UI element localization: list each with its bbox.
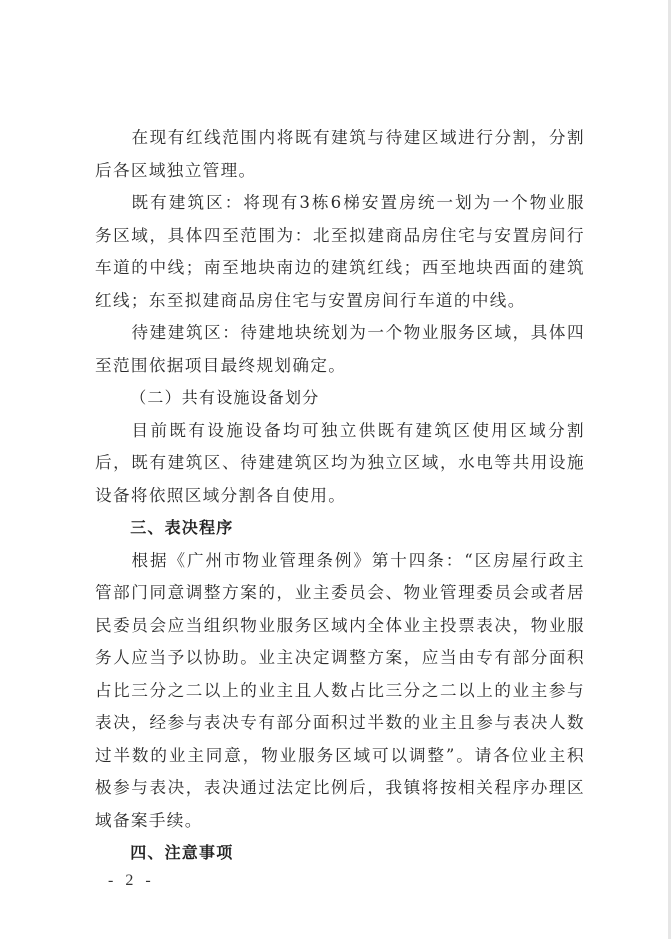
- page-number: - 2 -: [108, 872, 155, 889]
- paragraph-division: 在现有红线范围内将既有建筑与待建区域进行分割，分割后各区域独立管理。: [95, 128, 585, 180]
- heading-voting-procedure: 三、表决程序: [130, 518, 234, 537]
- paragraph-shared-facilities: 目前既有设施设备均可独立供既有建筑区使用区域分割后，既有建筑区、待建建筑区均为独立区域，水电等共用设施设备将依照区域分割各自使用。: [95, 420, 585, 505]
- document-page: [95, 122, 585, 870]
- paragraph-pending-building-zone: 待建建筑区：待建地块统划为一个物业服务区域，具体四至范围依据项目最终规划确定。: [95, 323, 585, 375]
- paragraph-voting-procedure: 根据《广州市物业管理条例》第十四条：“区房屋行政主管部门同意调整方案的，业主委员会、物业管理委员会或者居民委员会应当组织物业服务区域内全体业主投票表决，物业服务人应当予以协助。业主决定调整方案，应当由专有部分面积占比三分之二以上的业主且人数占比三分之二以上的业主参与表决，经参与表决专有部分面积过半数的业主且参与表决人数过半数的业主同意，物业服务区域可以调整”。请各位业主积极参与表决，表决通过法定比例后，我镇将按相关程序办理区域备案手续。: [95, 550, 585, 830]
- subheading-shared-facilities: （二）共有设施设备划分: [130, 388, 320, 407]
- heading-notes: 四、注意事项: [130, 843, 234, 862]
- paragraph-existing-building-zone: 既有建筑区：将现有3栋6梯安置房统一划为一个物业服务区域，具体四至范围为：北至拟建商品房住宅与安置房间行车道的中线；南至地块南边的建筑红线；西至地块西面的建筑红线；东至拟建商品房住宅与安置房间行车道的中线。: [95, 193, 585, 310]
